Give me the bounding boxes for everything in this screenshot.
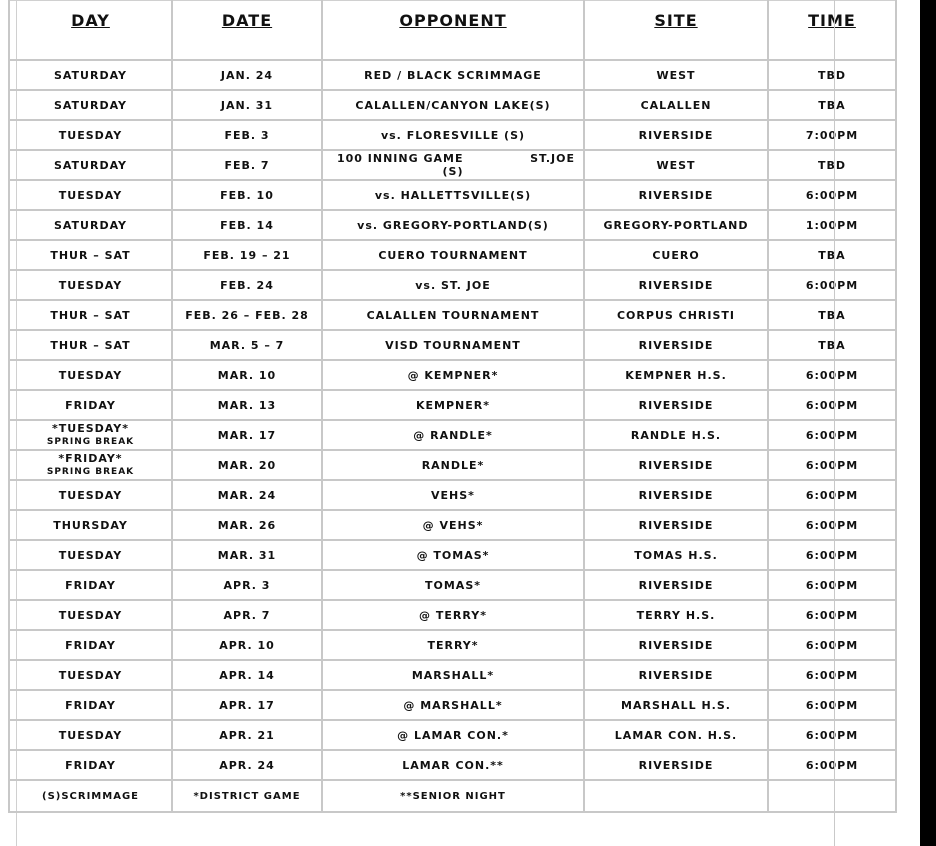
cell-site: GREGORY-PORTLAND [584, 210, 768, 240]
cell-day: SATURDAY [9, 150, 172, 180]
cell-opponent: CALALLEN TOURNAMENT [322, 300, 584, 330]
cell-site: RIVERSIDE [584, 270, 768, 300]
header-row [9, 1, 896, 61]
cell-day: THUR – SAT [9, 240, 172, 270]
cell-time: TBA [768, 300, 896, 330]
cell-site: CALALLEN [584, 90, 768, 120]
cell-time: 6:00PM [768, 420, 896, 450]
cell-site: RIVERSIDE [584, 390, 768, 420]
cell-day: SATURDAY [9, 60, 172, 90]
legend-scrimmage: (S)SCRIMMAGE [9, 780, 172, 812]
legend-empty-site [584, 780, 768, 812]
cell-day: FRIDAY [9, 390, 172, 420]
table-row [9, 270, 896, 300]
cell-site: CUERO [584, 240, 768, 270]
cell-opponent: CUERO TOURNAMENT [322, 240, 584, 270]
cell-opponent: @ KEMPNER* [322, 360, 584, 390]
cell-time: 6:00PM [768, 360, 896, 390]
cell-day: TUESDAY [9, 600, 172, 630]
cell-opponent: CALALLEN/CANYON LAKE(S) [322, 90, 584, 120]
cell-site: WEST [584, 150, 768, 180]
cell-date: MAR. 13 [172, 390, 322, 420]
cell-opponent: @ LAMAR CON.* [322, 720, 584, 750]
table-row [9, 750, 896, 780]
opponent-multiline [327, 151, 579, 179]
cell-opponent: vs. ST. JOE [322, 270, 584, 300]
cell-date: APR. 14 [172, 660, 322, 690]
header-day: DAY [9, 1, 172, 61]
day-label: *TUESDAY* [52, 421, 129, 435]
table-row [9, 210, 896, 240]
cell-day: TUESDAY [9, 360, 172, 390]
table-row [9, 570, 896, 600]
cell-site: RANDLE H.S. [584, 420, 768, 450]
cell-day: FRIDAY [9, 570, 172, 600]
opponent-part-b: ST.JOE [530, 152, 575, 165]
cell-day: TUESDAY [9, 720, 172, 750]
opponent-part-a: 100 INNING GAME [337, 152, 464, 165]
cell-day: FRIDAY [9, 690, 172, 720]
cell-site: RIVERSIDE [584, 750, 768, 780]
header-time: TIME [768, 1, 896, 61]
cell-date: FEB. 19 – 21 [172, 240, 322, 270]
cell-time: 6:00PM [768, 180, 896, 210]
table-row [9, 660, 896, 690]
cell-date: MAR. 24 [172, 480, 322, 510]
table-row [9, 480, 896, 510]
cell-opponent: KEMPNER* [322, 390, 584, 420]
cell-day: THURSDAY [9, 510, 172, 540]
header-date: DATE [172, 1, 322, 61]
table-row [9, 90, 896, 120]
table-row [9, 390, 896, 420]
cell-day: THUR – SAT [9, 330, 172, 360]
cell-time: 6:00PM [768, 570, 896, 600]
cell-opponent: vs. HALLETTSVILLE(S) [322, 180, 584, 210]
table-row [9, 630, 896, 660]
cell-time: 6:00PM [768, 660, 896, 690]
cell-day: TUESDAY [9, 270, 172, 300]
cell-date: APR. 21 [172, 720, 322, 750]
cell-site: RIVERSIDE [584, 480, 768, 510]
day-note: SPRING BREAK [46, 466, 135, 477]
cell-site: RIVERSIDE [584, 510, 768, 540]
cell-time: 6:00PM [768, 750, 896, 780]
cell-date: MAR. 31 [172, 540, 322, 570]
cell-site: TOMAS H.S. [584, 540, 768, 570]
cell-opponent: VISD TOURNAMENT [322, 330, 584, 360]
cell-time: 6:00PM [768, 510, 896, 540]
cell-site: CORPUS CHRISTI [584, 300, 768, 330]
schedule-rows [9, 60, 896, 780]
cell-opponent: VEHS* [322, 480, 584, 510]
cell-time: 6:00PM [768, 450, 896, 480]
table-row [9, 540, 896, 570]
cell-opponent: @ VEHS* [322, 510, 584, 540]
cell-opponent: TERRY* [322, 630, 584, 660]
cell-site: RIVERSIDE [584, 570, 768, 600]
cell-day: TUESDAY [9, 180, 172, 210]
header-opponent: OPPONENT [322, 1, 584, 61]
table-row [9, 510, 896, 540]
table-row [9, 720, 896, 750]
cell-day: SATURDAY [9, 210, 172, 240]
table-row [9, 120, 896, 150]
legend-district-game: *DISTRICT GAME [172, 780, 322, 812]
table-row [9, 240, 896, 270]
cell-opponent [322, 150, 584, 180]
cell-time: 6:00PM [768, 540, 896, 570]
cell-date: MAR. 10 [172, 360, 322, 390]
cell-site: KEMPNER H.S. [584, 360, 768, 390]
cell-site: RIVERSIDE [584, 330, 768, 360]
cell-site: RIVERSIDE [584, 120, 768, 150]
cell-opponent: RANDLE* [322, 450, 584, 480]
table-row [9, 300, 896, 330]
cell-opponent: @ MARSHALL* [322, 690, 584, 720]
cell-date: FEB. 7 [172, 150, 322, 180]
cell-opponent: @ TOMAS* [322, 540, 584, 570]
cell-day [9, 450, 172, 480]
legend-senior-night: **SENIOR NIGHT [322, 780, 584, 812]
cell-time: TBA [768, 240, 896, 270]
cell-date: JAN. 24 [172, 60, 322, 90]
cell-date: FEB. 10 [172, 180, 322, 210]
cell-site: RIVERSIDE [584, 630, 768, 660]
header-site: SITE [584, 1, 768, 61]
cell-date: APR. 24 [172, 750, 322, 780]
cell-site: TERRY H.S. [584, 600, 768, 630]
cell-opponent: @ RANDLE* [322, 420, 584, 450]
cell-day: TUESDAY [9, 660, 172, 690]
cell-date: APR. 10 [172, 630, 322, 660]
cell-site: RIVERSIDE [584, 180, 768, 210]
stray-vertical-line [834, 0, 835, 846]
cell-day: FRIDAY [9, 630, 172, 660]
cell-opponent: @ TERRY* [322, 600, 584, 630]
cell-day: FRIDAY [9, 750, 172, 780]
cell-site: RIVERSIDE [584, 450, 768, 480]
cell-day: THUR – SAT [9, 300, 172, 330]
cell-date: MAR. 20 [172, 450, 322, 480]
cell-time: TBD [768, 60, 896, 90]
cell-time: 6:00PM [768, 390, 896, 420]
cell-day: TUESDAY [9, 480, 172, 510]
cell-opponent: vs. GREGORY-PORTLAND(S) [322, 210, 584, 240]
opponent-part-c: (S) [442, 165, 464, 178]
cell-opponent: RED / BLACK SCRIMMAGE [322, 60, 584, 90]
cell-day: TUESDAY [9, 540, 172, 570]
cell-site: MARSHALL H.S. [584, 690, 768, 720]
cell-date: MAR. 17 [172, 420, 322, 450]
cell-time: 6:00PM [768, 630, 896, 660]
cell-date: JAN. 31 [172, 90, 322, 120]
table-row [9, 330, 896, 360]
table-row [9, 600, 896, 630]
cell-site: WEST [584, 60, 768, 90]
table-row [9, 420, 896, 450]
cell-day: TUESDAY [9, 120, 172, 150]
cell-time: 7:00PM [768, 120, 896, 150]
cell-date: MAR. 26 [172, 510, 322, 540]
cell-site: LAMAR CON. H.S. [584, 720, 768, 750]
cell-opponent: vs. FLORESVILLE (S) [322, 120, 584, 150]
cell-day: SATURDAY [9, 90, 172, 120]
cell-date: FEB. 24 [172, 270, 322, 300]
legend-row [9, 780, 896, 812]
right-edge-bar [920, 0, 936, 846]
cell-opponent: TOMAS* [322, 570, 584, 600]
cell-time: 1:00PM [768, 210, 896, 240]
cell-opponent: MARSHALL* [322, 660, 584, 690]
cell-date: APR. 7 [172, 600, 322, 630]
table-row [9, 60, 896, 90]
table-row [9, 450, 896, 480]
baseball-schedule-table [8, 0, 897, 813]
cell-time: 6:00PM [768, 270, 896, 300]
day-label: *FRIDAY* [58, 451, 123, 465]
table-row [9, 180, 896, 210]
cell-date: APR. 17 [172, 690, 322, 720]
table-row [9, 690, 896, 720]
cell-site: RIVERSIDE [584, 660, 768, 690]
cell-date: FEB. 26 – FEB. 28 [172, 300, 322, 330]
cell-date: MAR. 5 – 7 [172, 330, 322, 360]
day-note: SPRING BREAK [46, 436, 135, 447]
table-row [9, 360, 896, 390]
cell-time: 6:00PM [768, 690, 896, 720]
cell-time: 6:00PM [768, 480, 896, 510]
cell-time: 6:00PM [768, 600, 896, 630]
legend-empty-time [768, 780, 896, 812]
cell-opponent: LAMAR CON.** [322, 750, 584, 780]
cell-time: TBA [768, 90, 896, 120]
cell-time: TBD [768, 150, 896, 180]
cell-day [9, 420, 172, 450]
cell-time: 6:00PM [768, 720, 896, 750]
cell-date: APR. 3 [172, 570, 322, 600]
cell-date: FEB. 3 [172, 120, 322, 150]
cell-date: FEB. 14 [172, 210, 322, 240]
cell-time: TBA [768, 330, 896, 360]
table-row [9, 150, 896, 180]
